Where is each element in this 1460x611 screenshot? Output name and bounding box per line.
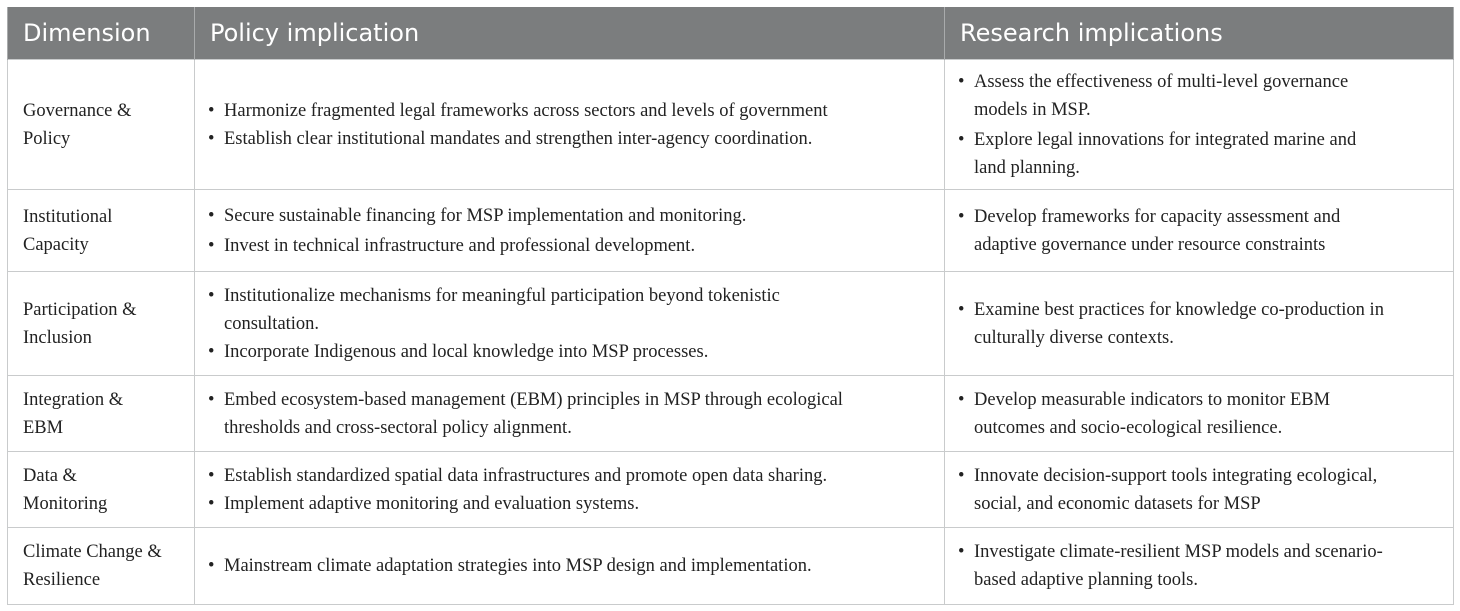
policy-text: thresholds and cross-sectoral policy alignment. xyxy=(224,417,572,438)
dimension-text: Governance & xyxy=(23,100,132,121)
bullet: • xyxy=(208,100,215,121)
dimension-text: Inclusion xyxy=(23,327,92,348)
policy-text: Institutionalize mechanisms for meaningful participation beyond tokenistic xyxy=(224,285,780,306)
research-text: Investigate climate-resilient MSP models and scenario- xyxy=(974,542,1383,562)
list-item xyxy=(208,490,930,518)
bullet: • xyxy=(208,285,215,306)
dimension-text: Capacity xyxy=(23,234,89,255)
policy-text: Incorporate Indigenous and local knowledge into MSP processes. xyxy=(224,341,709,362)
dimension-text: Policy xyxy=(23,128,71,149)
research-cell xyxy=(945,60,1454,190)
research-cell xyxy=(945,452,1454,528)
table-row xyxy=(8,528,1454,605)
research-text: models in MSP. xyxy=(974,99,1091,120)
dimension-cell xyxy=(8,452,195,528)
research-cell xyxy=(945,528,1454,605)
policy-cell xyxy=(195,190,945,272)
policy-cell xyxy=(195,376,945,452)
dimension-cell xyxy=(8,190,195,272)
dimension-cell xyxy=(8,272,195,376)
header-dimension: Dimension xyxy=(8,7,195,60)
bullet: • xyxy=(208,341,215,362)
research-text: outcomes and socio-ecological resilience. xyxy=(974,417,1283,438)
dimension-text: Data & xyxy=(23,465,77,486)
header-research-implications: Research implications xyxy=(945,7,1454,60)
list-item xyxy=(208,97,930,125)
bullet: • xyxy=(208,205,215,226)
research-cell xyxy=(945,272,1454,376)
list-item xyxy=(958,538,1439,594)
bullet: • xyxy=(208,128,215,149)
dimension-cell xyxy=(8,528,195,605)
research-text: culturally diverse contexts. xyxy=(974,327,1174,348)
table-row xyxy=(8,190,1454,272)
dimension-text: Monitoring xyxy=(23,493,108,514)
list-item xyxy=(958,126,1439,182)
dimension-text: Institutional xyxy=(23,206,113,227)
header-policy-implication: Policy implication xyxy=(195,7,945,60)
bullet: • xyxy=(208,493,215,514)
dimension-text: Integration & xyxy=(23,389,124,410)
list-item xyxy=(208,282,930,338)
bullet: • xyxy=(208,556,215,576)
list-item xyxy=(208,232,930,260)
research-text: Develop frameworks for capacity assessment and xyxy=(974,206,1341,227)
implications-table-container xyxy=(7,7,1453,605)
policy-text: consultation. xyxy=(224,313,320,334)
policy-cell xyxy=(195,60,945,190)
dimension-cell xyxy=(8,60,195,190)
policy-cell xyxy=(195,272,945,376)
research-text: based adaptive planning tools. xyxy=(974,570,1199,590)
dimension-text: Resilience xyxy=(23,570,101,590)
policy-text: Embed ecosystem-based management (EBM) principles in MSP through ecological xyxy=(224,389,843,410)
bullet: • xyxy=(958,206,965,227)
research-text: Innovate decision-support tools integrating ecological, xyxy=(974,465,1378,486)
policy-text: Establish standardized spatial data infrastructures and promote open data sharing. xyxy=(224,465,828,486)
list-item xyxy=(958,462,1439,518)
bullet: • xyxy=(208,389,215,410)
dimension-cell xyxy=(8,376,195,452)
list-item xyxy=(208,338,930,366)
research-text: Explore legal innovations for integrated marine and xyxy=(974,129,1357,150)
list-item xyxy=(208,125,930,153)
list-item xyxy=(208,202,930,230)
list-item xyxy=(958,386,1439,442)
table-row xyxy=(8,60,1454,190)
policy-text: Implement adaptive monitoring and evaluation systems. xyxy=(224,493,640,514)
policy-text: Mainstream climate adaptation strategies into MSP design and implementation. xyxy=(224,556,812,576)
bullet: • xyxy=(958,129,965,150)
list-item xyxy=(958,68,1439,124)
table-row xyxy=(8,272,1454,376)
bullet: • xyxy=(958,389,965,410)
bullet: • xyxy=(958,71,965,92)
research-text: social, and economic datasets for MSP xyxy=(974,493,1261,514)
list-item xyxy=(958,203,1439,259)
list-item xyxy=(208,386,930,442)
dimension-text: Participation & xyxy=(23,299,137,320)
list-item xyxy=(208,552,930,580)
research-text: Develop measurable indicators to monitor EBM xyxy=(974,389,1331,410)
header-row xyxy=(8,7,1454,60)
policy-text: Establish clear institutional mandates and strengthen inter-agency coordination. xyxy=(224,128,813,149)
bullet: • xyxy=(208,465,215,486)
policy-cell xyxy=(195,452,945,528)
table-row xyxy=(8,376,1454,452)
implications-table xyxy=(7,7,1454,605)
list-item xyxy=(208,462,930,490)
list-item xyxy=(958,296,1439,352)
table-row xyxy=(8,452,1454,528)
research-text: adaptive governance under resource constraints xyxy=(974,234,1326,255)
dimension-text: Climate Change & xyxy=(23,542,162,562)
research-cell xyxy=(945,376,1454,452)
policy-text: Secure sustainable financing for MSP implementation and monitoring. xyxy=(224,205,747,226)
bullet: • xyxy=(958,299,965,320)
research-text: Examine best practices for knowledge co-production in xyxy=(974,299,1384,320)
research-cell xyxy=(945,190,1454,272)
bullet: • xyxy=(958,542,965,562)
research-text: land planning. xyxy=(974,157,1080,178)
bullet: • xyxy=(208,235,215,256)
bullet: • xyxy=(958,465,965,486)
research-text: Assess the effectiveness of multi-level governance xyxy=(974,71,1349,92)
policy-text: Invest in technical infrastructure and professional development. xyxy=(224,235,696,256)
policy-cell xyxy=(195,528,945,605)
dimension-text: EBM xyxy=(23,417,64,438)
policy-text: Harmonize fragmented legal frameworks across sectors and levels of government xyxy=(224,100,828,121)
